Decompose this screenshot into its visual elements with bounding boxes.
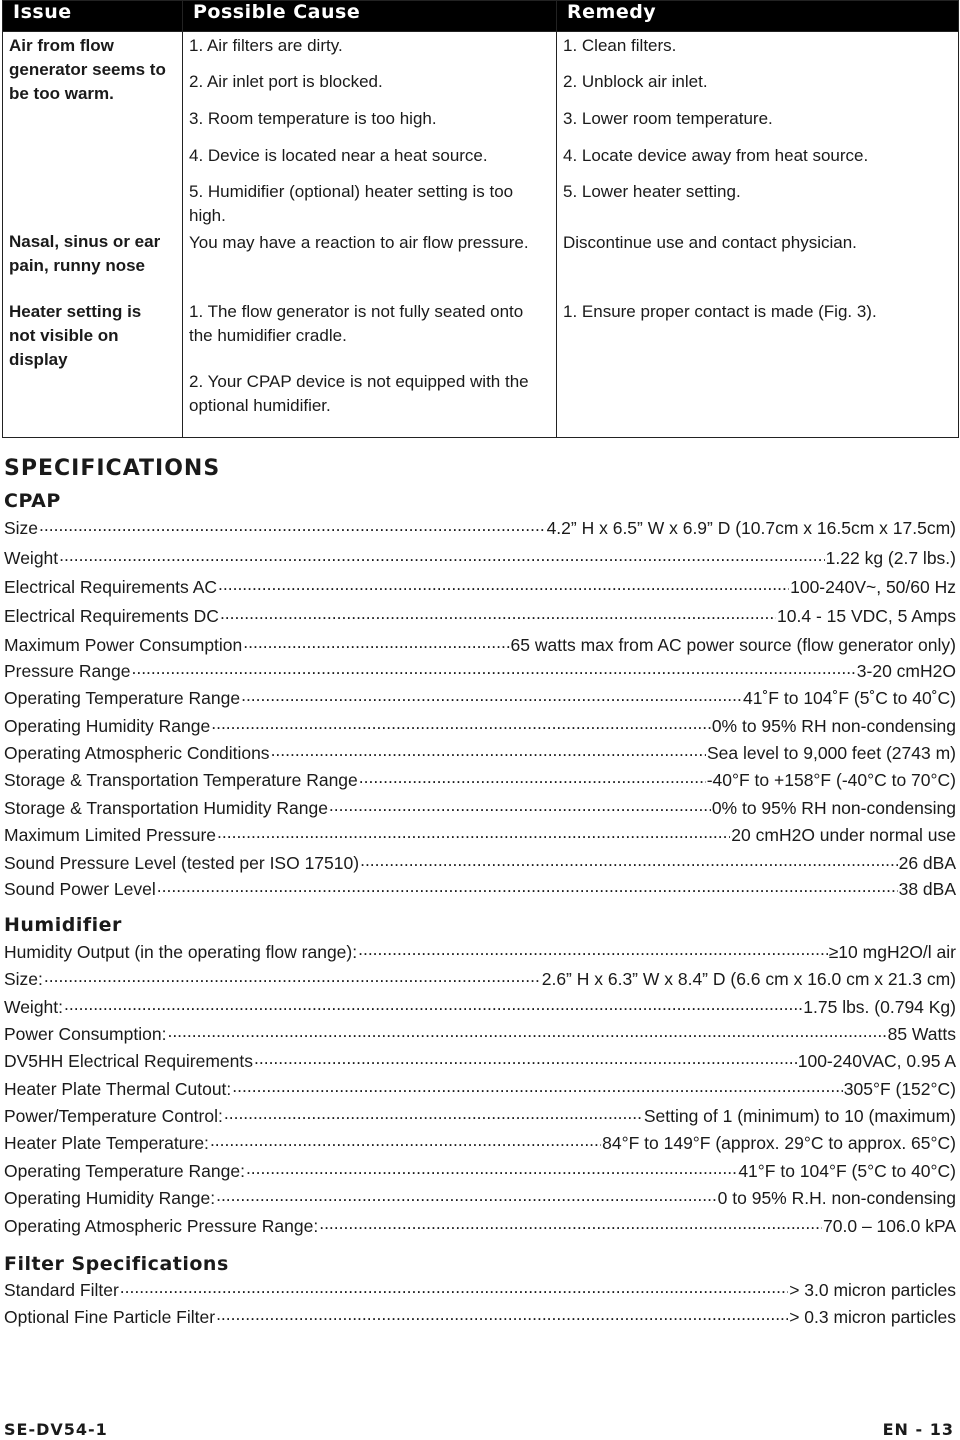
spec-label: Heater Plate Temperature:	[4, 1132, 209, 1153]
humidifier-title: Humidifier	[4, 914, 122, 936]
spec-row	[4, 575, 956, 601]
spec-value: -40°F to +158°F (-40°C to 70°C)	[706, 769, 956, 790]
spec-row	[4, 1159, 956, 1185]
table-row	[3, 32, 959, 438]
spec-label: Operating Temperature Range:	[4, 1160, 245, 1181]
spec-row	[4, 633, 956, 659]
spec-row	[4, 796, 956, 822]
cause-line: You may have a reaction to air flow pressure.	[189, 233, 529, 252]
dot-leader	[243, 633, 509, 651]
cause-line: 4. Device is located near a heat source.	[189, 146, 488, 165]
spec-label: Weight:	[4, 996, 64, 1017]
issue-heater-display: Heater setting is not visible on display	[9, 302, 142, 369]
cause-line: 5. Humidifier (optional) heater setting is too	[189, 182, 514, 201]
remedy-line: 1. Clean filters.	[563, 36, 677, 55]
spec-label: Storage & Transportation Temperature Range	[4, 769, 358, 790]
footer-page-number: EN - 13	[882, 1420, 954, 1439]
spec-row	[4, 1077, 956, 1103]
spec-row	[4, 1278, 956, 1304]
issue-warm-air: Air from flow generator seems to be too warm.	[9, 36, 166, 103]
dot-leader	[224, 1104, 643, 1122]
dot-leader	[360, 851, 898, 869]
spec-row	[4, 604, 956, 630]
spec-label: Maximum Power Consumption	[4, 634, 243, 655]
spec-row	[4, 1186, 956, 1212]
dot-leader	[39, 516, 546, 534]
spec-value: Setting of 1 (minimum) to 10 (maximum)	[643, 1105, 956, 1126]
spec-value: 65 watts max from AC power source (flow generator only)	[510, 634, 956, 655]
spec-label: Pressure Range	[4, 660, 131, 681]
dot-leader	[64, 995, 802, 1013]
spec-row	[4, 1022, 956, 1048]
cause-line: high.	[189, 206, 226, 225]
spec-row	[4, 1104, 956, 1130]
cause-line: optional humidifier.	[189, 396, 331, 415]
dot-leader	[120, 1278, 788, 1296]
dot-leader	[211, 714, 711, 732]
spec-value: 2.6” H x 6.3” W x 8.4” D (6.6 cm x 16.0 cm x 21.3 cm)	[541, 968, 956, 989]
remedy-line: 4. Locate device away from heat source.	[563, 146, 869, 165]
spec-label: Sound Pressure Level (tested per ISO 17510)	[4, 852, 360, 873]
remedy-line: 5. Lower heater setting.	[563, 182, 741, 201]
dot-leader	[167, 1022, 886, 1040]
spec-value: ≥10 mgH2O/l air	[828, 941, 956, 962]
spec-row	[4, 967, 956, 993]
spec-row	[4, 741, 956, 767]
spec-label: Operating Atmospheric Pressure Range:	[4, 1215, 319, 1236]
cause-line: the humidifier cradle.	[189, 326, 347, 345]
spec-label: Optional Fine Particle Filter	[4, 1306, 216, 1327]
issue-cell	[3, 32, 183, 438]
spec-value: 26 dBA	[898, 852, 956, 873]
spec-value: > 0.3 micron particles	[789, 1306, 956, 1327]
dot-leader	[241, 686, 742, 704]
spec-row	[4, 768, 956, 794]
dot-leader	[329, 796, 711, 814]
cause-cell	[183, 32, 557, 438]
spec-row	[4, 940, 956, 966]
dot-leader	[220, 604, 776, 622]
spec-row	[4, 714, 956, 740]
spec-value: 38 dBA	[898, 878, 956, 899]
spec-label: Operating Humidity Range	[4, 715, 211, 736]
dot-leader	[358, 940, 828, 958]
spec-label: Standard Filter	[4, 1279, 119, 1300]
spec-value: 84°F to 149°F (approx. 29°C to approx. 65°C)	[602, 1132, 956, 1153]
dot-leader	[359, 768, 706, 786]
cause-line: 1. Air filters are dirty.	[189, 36, 343, 55]
dot-leader	[232, 1077, 842, 1095]
spec-row	[4, 1305, 956, 1331]
cpap-title: CPAP	[4, 490, 61, 512]
spec-value: 41°F to 104°F (5°C to 40°C)	[738, 1160, 956, 1181]
dot-leader	[246, 1159, 737, 1177]
dot-leader	[217, 823, 730, 841]
spec-value: Sea level to 9,000 feet (2743 m)	[706, 742, 956, 763]
spec-label: Humidity Output (in the operating flow range):	[4, 941, 358, 962]
remedy-cell	[557, 32, 959, 438]
spec-label: Operating Temperature Range	[4, 687, 241, 708]
spec-row	[4, 823, 956, 849]
dot-leader	[157, 877, 898, 895]
cause-line: 1. The flow generator is not fully seated onto	[189, 302, 524, 321]
spec-label: Operating Atmospheric Conditions	[4, 742, 270, 763]
cause-line: 3. Room temperature is too high.	[189, 109, 437, 128]
spec-value: 0% to 95% RH non-condensing	[711, 715, 956, 736]
spec-label: Power Consumption:	[4, 1023, 167, 1044]
spec-label: Maximum Limited Pressure	[4, 824, 216, 845]
spec-value: 0 to 95% R.H. non-condensing	[717, 1187, 956, 1208]
troubleshooting-table	[2, 0, 959, 438]
remedy-line: 2. Unblock air inlet.	[563, 72, 708, 91]
spec-value: 100-240V~, 50/60 Hz	[790, 576, 956, 597]
cause-line: 2. Your CPAP device is not equipped with the	[189, 372, 529, 391]
spec-label: DV5HH Electrical Requirements	[4, 1050, 253, 1071]
header-cause: Possible Cause	[183, 1, 557, 32]
filter-title: Filter Specifications	[4, 1253, 229, 1275]
spec-value: 1.22 kg (2.7 lbs.)	[825, 547, 956, 568]
dot-leader	[210, 1131, 601, 1149]
spec-label: Electrical Requirements AC	[4, 576, 217, 597]
spec-value: 85 Watts	[887, 1023, 956, 1044]
spec-value: 70.0 – 106.0 kPA	[823, 1215, 956, 1236]
spec-value: 1.75 lbs. (0.794 Kg)	[803, 996, 956, 1017]
header-remedy: Remedy	[557, 1, 959, 32]
spec-label: Power/Temperature Control:	[4, 1105, 223, 1126]
dot-leader	[131, 659, 855, 677]
spec-value: 4.2” H x 6.5” W x 6.9” D (10.7cm x 16.5cm x 17.5cm)	[546, 517, 956, 538]
spec-label: Operating Humidity Range:	[4, 1187, 216, 1208]
cause-line: 2. Air inlet port is blocked.	[189, 72, 383, 91]
spec-label: Size	[4, 517, 39, 538]
specifications-title: SPECIFICATIONS	[4, 456, 221, 481]
spec-value: 0% to 95% RH non-condensing	[711, 797, 956, 818]
spec-value: 305°F (152°C)	[843, 1078, 956, 1099]
spec-value: 100-240VAC, 0.95 A	[797, 1050, 956, 1071]
dot-leader	[216, 1305, 788, 1323]
table-header-row	[3, 1, 959, 32]
spec-value: > 3.0 micron particles	[789, 1279, 956, 1300]
spec-row	[4, 659, 956, 685]
spec-row	[4, 1049, 956, 1075]
header-issue: Issue	[3, 1, 183, 32]
dot-leader	[319, 1214, 822, 1232]
spec-label: Storage & Transportation Humidity Range	[4, 797, 328, 818]
spec-label: Sound Power Level	[4, 878, 156, 899]
footer-doc-code: SE-DV54-1	[4, 1420, 108, 1439]
spec-row	[4, 995, 956, 1021]
spec-label: Size:	[4, 968, 43, 989]
remedy-line: 1. Ensure proper contact is made (Fig. 3).	[563, 302, 877, 321]
spec-row	[4, 686, 956, 712]
spec-row	[4, 1131, 956, 1157]
dot-leader	[254, 1049, 797, 1067]
remedy-line: 3. Lower room temperature.	[563, 109, 773, 128]
dot-leader	[44, 967, 541, 985]
spec-label: Weight	[4, 547, 59, 568]
spec-value: 3-20 cmH2O	[856, 660, 956, 681]
spec-row	[4, 1214, 956, 1240]
spec-label: Heater Plate Thermal Cutout:	[4, 1078, 232, 1099]
issue-nasal-pain: Nasal, sinus or ear pain, runny nose	[9, 232, 161, 275]
dot-leader	[271, 741, 706, 759]
spec-row	[4, 516, 956, 542]
dot-leader	[218, 575, 789, 593]
spec-value: 20 cmH2O under normal use	[731, 824, 956, 845]
spec-value: 41˚F to 104˚F (5˚C to 40˚C)	[743, 687, 956, 708]
spec-row	[4, 546, 956, 572]
remedy-line: Discontinue use and contact physician.	[563, 233, 857, 252]
dot-leader	[59, 546, 824, 564]
spec-row	[4, 851, 956, 877]
dot-leader	[216, 1186, 717, 1204]
spec-row	[4, 877, 956, 903]
spec-value: 10.4 - 15 VDC, 5 Amps	[777, 605, 956, 626]
spec-label: Electrical Requirements DC	[4, 605, 219, 626]
